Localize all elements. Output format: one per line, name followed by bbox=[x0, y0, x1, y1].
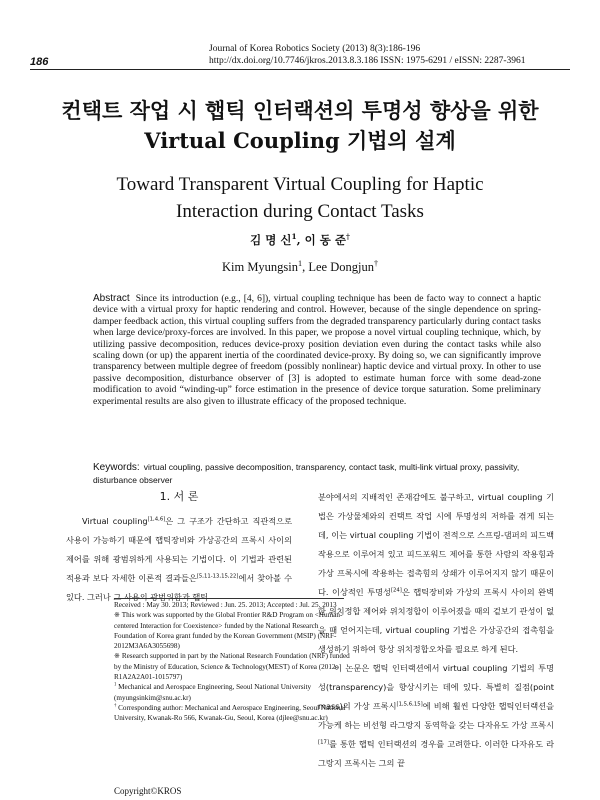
intro-paragraph-right-1 bbox=[318, 488, 554, 659]
citation: [17] bbox=[318, 739, 329, 746]
header-rule bbox=[30, 69, 570, 70]
footnote-mark-dagger: † bbox=[114, 703, 117, 709]
citation: [5,11-13,15,22] bbox=[196, 573, 239, 580]
body-text: 에 비해 훨씬 다양한 햅틱인터랙션을 가능케 하는 비선형 라그랑지 동역학을 갖는 다자유도 가상 프록시 bbox=[318, 701, 554, 730]
received-dates: Received : May 30. 2013; Reviewed : Jun. 25. 2013; Accepted : Jul. 25. 2013 bbox=[114, 601, 337, 609]
citation: [1,4,6] bbox=[147, 516, 166, 523]
body-text: 이 논문은 햅틱 인터랙션에서 virtual coupling 기법의 투명성(transparency)을 향상시키는 데에 있다. 특별히 질점(point mass)의 가상 프록시 bbox=[318, 663, 554, 711]
intro-paragraph-right-2 bbox=[318, 659, 554, 773]
right-column bbox=[318, 488, 554, 773]
korean-author-1: 김 명 신 bbox=[250, 233, 292, 247]
english-author-separator: , bbox=[302, 260, 309, 274]
copyright: Copyright©KROS bbox=[114, 786, 182, 796]
body-text: 은 그 구조가 간단하고 직관적으로 사용이 가능하기 때문에 햅틱장비와 가상공간의 프록시 사이의 제어를 위해 광범위하게 사용되는 기법이다. 이 기법과 관련된 적용과 보다 자세한 이론적 결과들은 bbox=[66, 516, 292, 583]
footnote-rule bbox=[114, 598, 344, 599]
body-text: 에서 찾아볼 수 있다. 그러나 그 사용의 광범위함과 햅틱 bbox=[66, 573, 292, 602]
abstract-label: Abstract bbox=[93, 293, 130, 304]
left-column bbox=[66, 488, 292, 607]
journal-citation: Journal of Korea Robotics Society (2013) 8(3):186-196 bbox=[209, 44, 421, 54]
english-authors bbox=[20, 260, 580, 275]
korean-title bbox=[20, 96, 580, 156]
footnote-mark-1: 1 bbox=[114, 682, 117, 688]
english-author-1: Kim Myungsin bbox=[221, 260, 299, 274]
corresponding-text: Corresponding author: Mechanical and Aerospace Engineering, Seoul National University, Kwanak-Ro 566, Kwanak-Gu, Seoul, Korea (djlee@snu.ac.kr) bbox=[114, 703, 346, 723]
intro-paragraph-left bbox=[66, 512, 292, 607]
korean-author-2: 이 동 준 bbox=[304, 233, 346, 247]
abstract-text: Since its introduction (e.g., [4, 6]), virtual coupling technique has been de facto way to connect a haptic device with a virtual proxy for haptic rendering and control. However, because of the single dependence on spring-damper feedback action, this virtual coupling suffers from the degraded transparency particularly during contact tasks when large device/proxy-forces are involved. In this paper, we propose a novel virtual coupling technique, which, by utilizing passive decomposition, reduces device-proxy position deviation even during the contact tasks while also scaling down (or up) the apparent inertia of the coordinated device-proxy. By doing so, we can significantly improve transparency between multiple degree of freedom (possibly nonlinear) haptic device and virtual proxy. In other to use passive decomposition, disturbance observer of [3] is adopted to estimate human force with some dead-zone modification to avoid “winding-up” force estimation in the presence of device torque saturation. Some preliminary experimental results are also given to illustrate efficacy of the proposed technique. bbox=[93, 294, 541, 407]
korean-authors bbox=[20, 232, 580, 248]
body-text: Virtual coupling bbox=[82, 516, 148, 526]
english-title bbox=[20, 171, 580, 225]
author-separator: , bbox=[296, 233, 305, 247]
journal-info bbox=[209, 43, 569, 67]
english-title-line-2: Interaction during Contact Tasks bbox=[176, 201, 424, 222]
english-author-2-mark: † bbox=[373, 258, 379, 268]
affiliation-text: Mechanical and Aerospace Engineering, Seoul National University (myungsinkim@snu.ac.kr) bbox=[114, 683, 312, 702]
footnote-funding-1: ※ This work was supported by the Global Frontier R&D Program on <Human-centered Interaction for Coexistence> funded by the National Research Foundation of Korea grant funded by the Korean Government (MSIP) (NRF-2012M3A6A3055698) bbox=[114, 611, 343, 651]
english-title-line-1: Toward Transparent Virtual Coupling for Haptic bbox=[116, 174, 484, 195]
body-text: 분야에서의 지배적인 존재감에도 불구하고, virtual coupling 기법은 가상물체와의 컨택트 작업 시에 투명성의 저하를 겪게 되는데, 이는 virtual coupling 기법이 전적으로 스프링-댐퍼의 피드백 작용으로 이루어져 있고 피드포워드 제어를 통한 사람의 작용힘과 가상 프록시에 작용하는 접촉힘의 상쇄가 이루어지지 않기 때문이다. 이상적인 투명성 bbox=[318, 492, 554, 597]
korean-title-line-2: Virtual Coupling 기법의 설계 bbox=[144, 128, 456, 153]
citation: [24] bbox=[390, 587, 402, 594]
footnote-corresponding bbox=[114, 703, 350, 724]
footnote-affiliation-1 bbox=[114, 682, 350, 703]
keywords-label: Keywords: bbox=[93, 462, 140, 473]
keywords bbox=[93, 461, 541, 486]
section-heading: 1. 서 론 bbox=[159, 490, 199, 503]
keywords-text: virtual coupling, passive decomposition, transparency, contact task, multi-link virtual proxy, passivity, disturbance observer bbox=[93, 462, 520, 485]
page-number: 186 bbox=[30, 56, 49, 68]
english-author-1-mark: 1 bbox=[298, 258, 303, 268]
english-author-2: Lee Dongjun bbox=[308, 260, 374, 274]
citation: [1,5,6,15] bbox=[396, 701, 423, 708]
body-text: 은 햅틱장비와 가상의 프록시 사이의 완벽한 위치정합 제어와 위치정합이 이루어졌을 때의 겉보기 관성이 없을 때 얻어지는데, virtual coupling 기법은 가상공간의 접촉힘을 생성하기 위하여 항상 위치정합오차를 필요로 하게 된다. bbox=[318, 587, 555, 654]
footnote-funding-2: ※ Research supported in part by the National Research Foundation (NRF) funded by the Ministry of Education, Science & Technology(MEST) of Korea (2012-R1A2A2A01-1015797) bbox=[114, 652, 350, 682]
journal-doi-issn[interactable]: http://dx.doi.org/10.7746/jkros.2013.8.3.186 ISSN: 1975-6291 / eISSN: 2287-3961 bbox=[209, 56, 526, 66]
abstract bbox=[93, 293, 541, 408]
korean-title-line-1: 컨택트 작업 시 햅틱 인터랙션의 투명성 향상을 위한 bbox=[61, 98, 539, 123]
author-2-mark: † bbox=[346, 232, 350, 242]
footnotes bbox=[114, 600, 350, 724]
author-1-mark: 1 bbox=[291, 232, 297, 242]
body-text: 를 통한 햅틱 인터랙션의 경우를 고려한다. 이러한 다자유도 라그랑지 프록시는 그의 끝 bbox=[318, 739, 554, 768]
